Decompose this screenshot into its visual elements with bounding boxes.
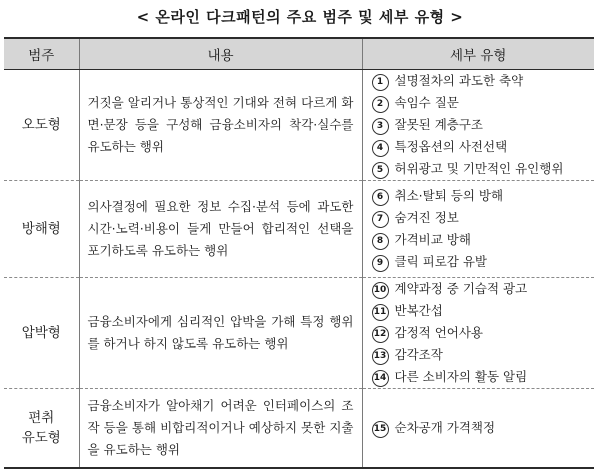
subtype-item <box>372 229 587 251</box>
subtype-item <box>372 417 587 439</box>
circled-number: 14 <box>372 370 389 387</box>
subtype-text: 잘못된 계층구조 <box>394 117 483 132</box>
circled-number: 7 <box>372 211 389 228</box>
header-category: 범주 <box>4 38 79 70</box>
header-row <box>4 38 594 70</box>
header-subtypes: 세부 유형 <box>362 38 594 70</box>
table-row <box>4 181 594 278</box>
table-title: < 온라인 다크패턴의 주요 범주 및 세부 유형 > <box>136 8 464 26</box>
subtype-item <box>372 114 587 136</box>
circled-number: 1 <box>372 74 389 91</box>
subtype-text: 감각조작 <box>394 347 443 362</box>
subtype-item <box>372 300 587 322</box>
header-content: 내용 <box>79 38 362 70</box>
subtype-text: 숨겨진 정보 <box>394 210 459 225</box>
category-cell: 압박형 <box>4 278 79 389</box>
subtype-text: 특정옵션의 사전선택 <box>394 139 508 154</box>
table-row <box>4 389 594 468</box>
subtype-item <box>372 207 587 229</box>
subtype-item <box>372 185 587 207</box>
circled-number: 12 <box>372 326 389 343</box>
subtype-text: 다른 소비자의 활동 알림 <box>394 369 528 384</box>
subtypes-cell <box>362 70 594 181</box>
subtype-item <box>372 322 587 344</box>
subtypes-cell <box>362 181 594 278</box>
content-cell: 금융소비자가 알아채기 어려운 인터페이스의 조작 등을 통해 비합리적이거나 예상하지 못한 지출을 유도하는 행위 <box>79 389 362 468</box>
subtype-text: 클릭 피로감 유발 <box>394 254 487 269</box>
dark-pattern-table <box>4 37 594 469</box>
subtype-item <box>372 158 587 180</box>
subtype-text: 순차공개 가격책정 <box>394 419 496 435</box>
subtypes-cell <box>362 278 594 389</box>
subtypes-cell <box>362 389 594 468</box>
subtype-item <box>372 366 587 388</box>
subtype-item <box>372 136 587 158</box>
subtype-item <box>372 92 587 114</box>
content-cell: 금융소비자에게 심리적인 압박을 가해 특정 행위를 하거나 하지 않도록 유도하는 행위 <box>79 278 362 389</box>
circled-number: 9 <box>372 255 389 272</box>
category-cell: 방해형 <box>4 181 79 278</box>
table-row <box>4 70 594 181</box>
category-line: 유도형 <box>21 429 61 446</box>
category-cell: 오도형 <box>4 70 79 181</box>
circled-number: 8 <box>372 233 389 250</box>
circled-number: 3 <box>372 118 389 135</box>
content-cell: 거짓을 알리거나 통상적인 기대와 전혀 다르게 화면·문장 등을 구성해 금융소비자의 착각·실수를 유도하는 행위 <box>79 70 362 181</box>
circled-number: 5 <box>372 162 389 179</box>
subtype-text: 설명절차의 과도한 축약 <box>394 73 524 88</box>
subtype-item <box>372 70 587 92</box>
circled-number: 15 <box>372 421 389 438</box>
subtype-text: 허위광고 및 기만적인 유인행위 <box>394 161 564 176</box>
subtype-text: 계약과정 중 기습적 광고 <box>394 281 528 296</box>
subtype-text: 취소·탈퇴 등의 방해 <box>394 188 504 203</box>
category-line: 편취 <box>28 409 55 426</box>
content-cell: 의사결정에 필요한 정보 수집·분석 등에 과도한 시간·노력·비용이 들게 만들어 합리적인 선택을 포기하도록 유도하는 행위 <box>79 181 362 278</box>
circled-number: 6 <box>372 189 389 206</box>
category-cell <box>4 389 79 468</box>
table-row <box>4 278 594 389</box>
subtype-text: 속임수 질문 <box>394 95 459 110</box>
circled-number: 4 <box>372 140 389 157</box>
subtype-text: 가격비교 방해 <box>394 232 471 247</box>
subtype-item <box>372 251 587 273</box>
subtype-text: 반복간섭 <box>394 303 443 318</box>
circled-number: 13 <box>372 348 389 365</box>
circled-number: 10 <box>372 282 389 299</box>
subtype-item <box>372 344 587 366</box>
subtype-item <box>372 278 587 300</box>
circled-number: 2 <box>372 96 389 113</box>
circled-number: 11 <box>372 304 389 321</box>
subtype-text: 감정적 언어사용 <box>394 325 483 340</box>
